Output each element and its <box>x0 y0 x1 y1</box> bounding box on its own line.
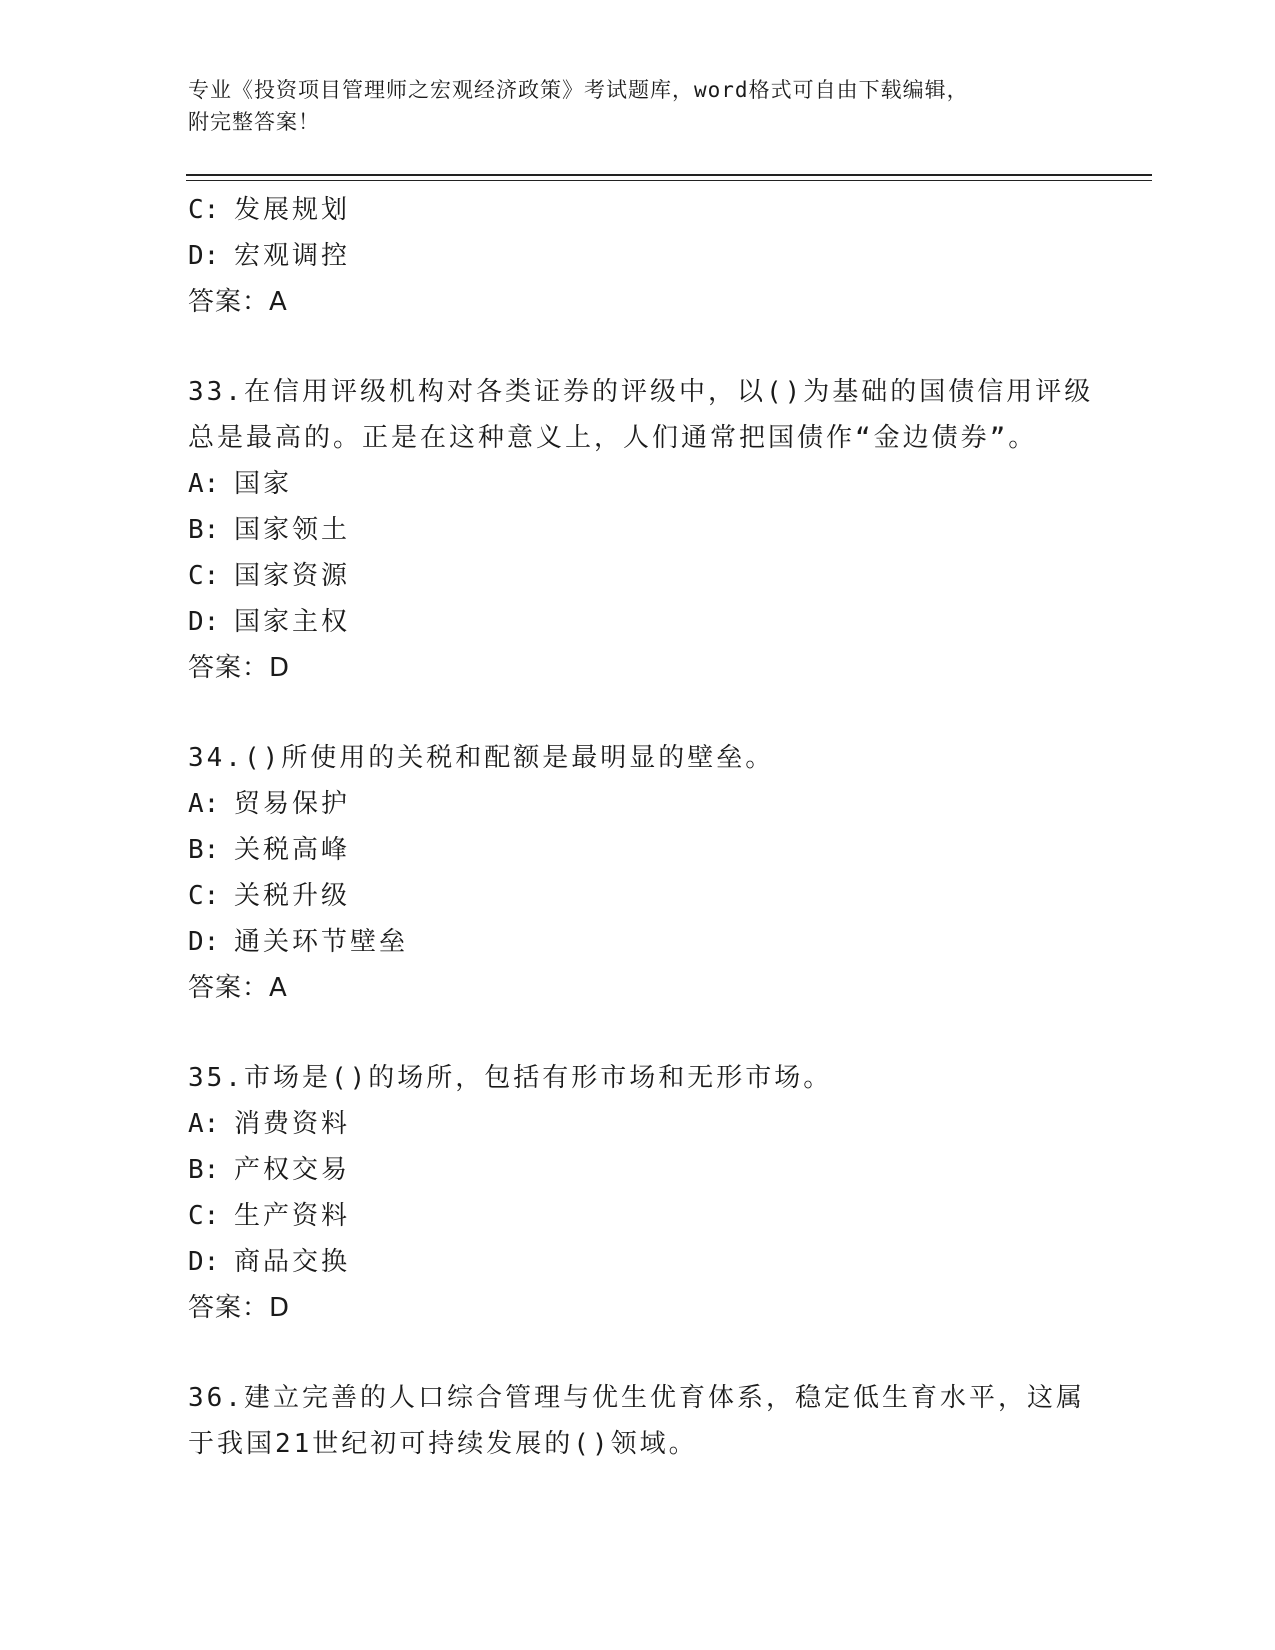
option-row <box>188 873 1088 919</box>
header-divider-thin <box>186 180 1152 181</box>
option-key: B: <box>188 835 220 865</box>
option-row <box>188 233 1088 279</box>
option-key: C: <box>188 561 220 591</box>
option-text: 国家领土 <box>234 515 351 545</box>
question-block <box>188 735 1088 1011</box>
page-header <box>188 74 1068 138</box>
option-text: 发展规划 <box>234 195 351 225</box>
option-row <box>188 187 1088 233</box>
option-text: 消费资料 <box>234 1109 351 1139</box>
option-text: 国家资源 <box>234 561 351 591</box>
option-text: 贸易保护 <box>234 789 351 819</box>
option-text: 生产资料 <box>234 1201 351 1231</box>
option-row <box>188 507 1088 553</box>
option-row <box>188 461 1088 507</box>
question-stem: 于我国21世纪初可持续发展的()领域。 <box>188 1429 698 1459</box>
option-row <box>188 919 1088 965</box>
question-block <box>188 1375 1088 1467</box>
header-divider <box>186 174 1152 176</box>
option-key: C: <box>188 1201 220 1231</box>
option-row <box>188 553 1088 599</box>
option-key: D: <box>188 927 220 957</box>
option-key: D: <box>188 241 220 271</box>
answer-line: 答案：A <box>188 287 288 317</box>
header-line: 专业《投资项目管理师之宏观经济政策》考试题库，word格式可自由下载编辑， <box>188 78 969 102</box>
question-block <box>188 369 1094 691</box>
option-text: 商品交换 <box>234 1247 351 1277</box>
question-block <box>188 1055 1088 1331</box>
option-text: 关税升级 <box>234 881 351 911</box>
option-key: B: <box>188 1155 220 1185</box>
option-key: A: <box>188 469 220 499</box>
option-text: 宏观调控 <box>234 241 351 271</box>
option-key: C: <box>188 195 220 225</box>
question-stem: 36.建立完善的人口综合管理与优生优育体系，稳定低生育水平，这属 <box>188 1383 1085 1413</box>
question-stem: 34.()所使用的关税和配额是最明显的壁垒。 <box>188 743 775 773</box>
option-row <box>188 1193 1088 1239</box>
header-line: 附完整答案！ <box>188 110 320 134</box>
question-stem: 总是最高的。正是在这种意义上，人们通常把国债作“金边债券”。 <box>188 423 1038 453</box>
option-text: 通关环节壁垒 <box>234 927 409 957</box>
question-stem: 35.市场是()的场所，包括有形市场和无形市场。 <box>188 1063 833 1093</box>
option-key: A: <box>188 789 220 819</box>
answer-line: 答案：D <box>188 1293 291 1323</box>
question-list <box>188 187 1094 1467</box>
option-key: B: <box>188 515 220 545</box>
option-row <box>188 599 1088 645</box>
option-row <box>188 1239 1088 1285</box>
option-text: 关税高峰 <box>234 835 351 865</box>
question-stem: 33.在信用评级机构对各类证券的评级中，以()为基础的国债信用评级 <box>188 377 1094 407</box>
option-key: D: <box>188 607 220 637</box>
answer-line: 答案：A <box>188 973 288 1003</box>
option-row <box>188 1101 1088 1147</box>
option-row <box>188 827 1088 873</box>
option-text: 国家主权 <box>234 607 351 637</box>
option-row <box>188 781 1088 827</box>
option-key: A: <box>188 1109 220 1139</box>
option-text: 国家 <box>234 469 293 499</box>
option-key: D: <box>188 1247 220 1277</box>
option-row <box>188 1147 1088 1193</box>
option-key: C: <box>188 881 220 911</box>
option-text: 产权交易 <box>234 1155 351 1185</box>
question-continuation <box>188 187 1088 325</box>
answer-line: 答案：D <box>188 653 291 683</box>
